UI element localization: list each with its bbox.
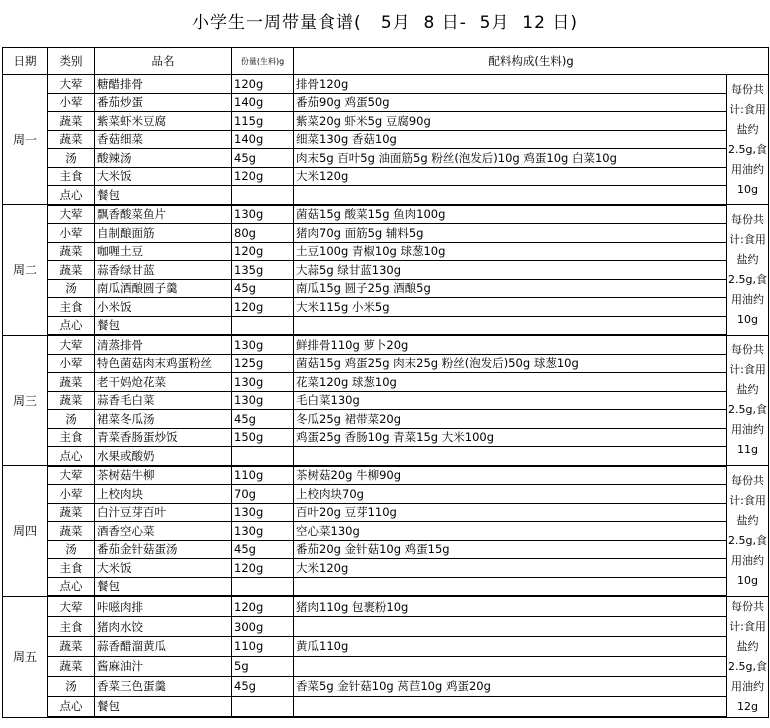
category-cell: 点心 xyxy=(48,696,95,717)
menu-body xyxy=(3,75,769,718)
category-cell: 蔬菜 xyxy=(48,503,95,522)
category-cell: 主食 xyxy=(48,167,95,186)
dish-cell: 猪肉水饺 xyxy=(95,617,232,637)
portion-cell: 130g xyxy=(232,503,294,522)
table-row xyxy=(3,428,769,447)
category-cell: 汤 xyxy=(48,149,95,168)
daily-note-cell: 每份共计:食用盐约2.5g,食用油约10g xyxy=(727,466,769,597)
ingredients-cell: 肉末5g 百叶5g 油面筋5g 粉丝(泡发后)10g 鸡蛋10g 白菜10g xyxy=(294,149,727,168)
ingredients-cell xyxy=(294,577,727,596)
category-cell: 大荤 xyxy=(48,596,95,617)
table-row xyxy=(3,637,769,657)
category-cell: 蔬菜 xyxy=(48,112,95,131)
header-ingredients: 配料构成(生料)g xyxy=(294,48,769,75)
ingredients-cell: 香菜5g 金针菇10g 莴苣10g 鸡蛋20g xyxy=(294,676,727,696)
category-cell: 小荤 xyxy=(48,354,95,373)
table-row xyxy=(3,112,769,131)
table-row xyxy=(3,577,769,596)
ingredients-cell: 紫菜20g 虾米5g 豆腐90g xyxy=(294,112,727,131)
dish-cell: 茶树菇牛柳 xyxy=(95,466,232,485)
dish-cell: 小米饭 xyxy=(95,298,232,317)
table-row xyxy=(3,93,769,112)
portion-cell: 135g xyxy=(232,261,294,280)
dish-cell: 大米饭 xyxy=(95,559,232,578)
portion-cell: 45g xyxy=(232,540,294,559)
dish-cell: 番茄金针菇蛋汤 xyxy=(95,540,232,559)
dish-cell: 餐包 xyxy=(95,577,232,596)
day-cell: 周三 xyxy=(3,335,48,466)
dish-cell: 特色菌菇肉末鸡蛋粉丝 xyxy=(95,354,232,373)
ingredients-cell: 猪肉70g 面筋5g 辅料5g xyxy=(294,224,727,243)
dish-cell: 大米饭 xyxy=(95,167,232,186)
category-cell: 点心 xyxy=(48,316,95,335)
ingredients-cell: 菌菇15g 酸菜15g 鱼肉100g xyxy=(294,205,727,224)
day-cell: 周四 xyxy=(3,466,48,597)
category-cell: 蔬菜 xyxy=(48,522,95,541)
category-cell: 点心 xyxy=(48,447,95,466)
portion-cell: 140g xyxy=(232,93,294,112)
dish-cell: 番茄炒蛋 xyxy=(95,93,232,112)
ingredients-cell: 大米120g xyxy=(294,167,727,186)
dish-cell: 餐包 xyxy=(95,186,232,205)
portion-cell: 140g xyxy=(232,130,294,149)
table-row xyxy=(3,242,769,261)
category-cell: 大荤 xyxy=(48,466,95,485)
ingredients-cell: 细菜130g 香菇10g xyxy=(294,130,727,149)
ingredients-cell: 冬瓜25g 裙带菜20g xyxy=(294,410,727,429)
category-cell: 主食 xyxy=(48,617,95,637)
table-row xyxy=(3,335,769,354)
table-row xyxy=(3,149,769,168)
ingredients-cell: 大米115g 小米5g xyxy=(294,298,727,317)
dish-cell: 香菜三色蛋羹 xyxy=(95,676,232,696)
portion-cell xyxy=(232,696,294,717)
portion-cell: 130g xyxy=(232,522,294,541)
ingredients-cell: 花菜120g 球葱10g xyxy=(294,373,727,392)
ingredients-cell: 土豆100g 青椒10g 球葱10g xyxy=(294,242,727,261)
dish-cell: 蒜香绿甘蓝 xyxy=(95,261,232,280)
table-row xyxy=(3,391,769,410)
ingredients-cell: 菌菇15g 鸡蛋25g 肉末25g 粉丝(泡发后)50g 球葱10g xyxy=(294,354,727,373)
dish-cell: 上校肉块 xyxy=(95,485,232,504)
portion-cell: 5g xyxy=(232,656,294,676)
table-row xyxy=(3,205,769,224)
dish-cell: 南瓜酒酿圆子羹 xyxy=(95,279,232,298)
table-row xyxy=(3,316,769,335)
day-cell: 周二 xyxy=(3,205,48,336)
portion-cell xyxy=(232,316,294,335)
table-row xyxy=(3,261,769,280)
dish-cell: 香菇细菜 xyxy=(95,130,232,149)
dish-cell: 水果或酸奶 xyxy=(95,447,232,466)
daily-note-cell: 每份共计:食用盐约2.5g,食用油约10g xyxy=(727,205,769,336)
category-cell: 蔬菜 xyxy=(48,261,95,280)
portion-cell: 120g xyxy=(232,242,294,261)
portion-cell: 120g xyxy=(232,75,294,94)
table-row xyxy=(3,485,769,504)
dish-cell: 自制酿面筋 xyxy=(95,224,232,243)
dish-cell: 酸辣汤 xyxy=(95,149,232,168)
portion-cell: 300g xyxy=(232,617,294,637)
table-row xyxy=(3,279,769,298)
portion-cell xyxy=(232,186,294,205)
table-row xyxy=(3,373,769,392)
daily-note-cell: 每份共计:食用盐约2.5g,食用油约11g xyxy=(727,335,769,466)
portion-cell: 150g xyxy=(232,428,294,447)
category-cell: 小荤 xyxy=(48,485,95,504)
dish-cell: 蒜香毛白菜 xyxy=(95,391,232,410)
portion-cell: 120g xyxy=(232,298,294,317)
portion-cell: 80g xyxy=(232,224,294,243)
category-cell: 蔬菜 xyxy=(48,130,95,149)
portion-cell xyxy=(232,577,294,596)
portion-cell: 130g xyxy=(232,335,294,354)
category-cell: 蔬菜 xyxy=(48,391,95,410)
table-row xyxy=(3,130,769,149)
portion-cell: 130g xyxy=(232,391,294,410)
portion-cell: 130g xyxy=(232,373,294,392)
dish-cell: 蒜香醋溜黄瓜 xyxy=(95,637,232,657)
table-row xyxy=(3,676,769,696)
category-cell: 汤 xyxy=(48,540,95,559)
category-cell: 点心 xyxy=(48,577,95,596)
table-row xyxy=(3,75,769,94)
portion-cell xyxy=(232,447,294,466)
ingredients-cell: 黄瓜110g xyxy=(294,637,727,657)
ingredients-cell: 猪肉110g 包裹粉10g xyxy=(294,596,727,617)
dish-cell: 餐包 xyxy=(95,316,232,335)
portion-cell: 120g xyxy=(232,167,294,186)
ingredients-cell xyxy=(294,316,727,335)
dish-cell: 老干妈炝花菜 xyxy=(95,373,232,392)
table-row xyxy=(3,596,769,617)
table-row xyxy=(3,447,769,466)
dish-cell: 餐包 xyxy=(95,696,232,717)
table-row xyxy=(3,559,769,578)
dish-cell: 青菜香肠蛋炒饭 xyxy=(95,428,232,447)
portion-cell: 45g xyxy=(232,279,294,298)
category-cell: 蔬菜 xyxy=(48,373,95,392)
portion-cell: 45g xyxy=(232,676,294,696)
table-row xyxy=(3,656,769,676)
table-row xyxy=(3,522,769,541)
header-dish: 品名 xyxy=(95,48,232,75)
category-cell: 大荤 xyxy=(48,205,95,224)
category-cell: 小荤 xyxy=(48,224,95,243)
portion-cell: 45g xyxy=(232,410,294,429)
table-row xyxy=(3,354,769,373)
table-row xyxy=(3,696,769,717)
ingredients-cell: 空心菜130g xyxy=(294,522,727,541)
table-row xyxy=(3,224,769,243)
ingredients-cell: 百叶20g 豆芽110g xyxy=(294,503,727,522)
ingredients-cell xyxy=(294,447,727,466)
ingredients-cell: 毛白菜130g xyxy=(294,391,727,410)
header-category: 类别 xyxy=(48,48,95,75)
ingredients-cell xyxy=(294,186,727,205)
dish-cell: 裙菜冬瓜汤 xyxy=(95,410,232,429)
portion-cell: 120g xyxy=(232,559,294,578)
category-cell: 小荤 xyxy=(48,93,95,112)
category-cell: 汤 xyxy=(48,279,95,298)
ingredients-cell: 鸡蛋25g 香肠10g 青菜15g 大米100g xyxy=(294,428,727,447)
ingredients-cell: 番茄90g 鸡蛋50g xyxy=(294,93,727,112)
dish-cell: 酒香空心菜 xyxy=(95,522,232,541)
portion-cell: 120g xyxy=(232,596,294,617)
portion-cell: 110g xyxy=(232,466,294,485)
table-row xyxy=(3,186,769,205)
ingredients-cell: 大米120g xyxy=(294,559,727,578)
dish-cell: 糖醋排骨 xyxy=(95,75,232,94)
portion-cell: 110g xyxy=(232,637,294,657)
ingredients-cell xyxy=(294,617,727,637)
page-title: 小学生一周带量食谱( 5月 8 日- 5月 12 日) xyxy=(192,13,578,33)
header-date: 日期 xyxy=(3,48,48,75)
portion-cell: 130g xyxy=(232,205,294,224)
daily-note-cell: 每份共计:食用盐约2.5g,食用油约10g xyxy=(727,75,769,205)
category-cell: 主食 xyxy=(48,428,95,447)
table-row xyxy=(3,617,769,637)
portion-cell: 115g xyxy=(232,112,294,131)
table-row xyxy=(3,410,769,429)
table-row xyxy=(3,503,769,522)
table-row xyxy=(3,540,769,559)
ingredients-cell: 上校肉块70g xyxy=(294,485,727,504)
dish-cell: 白汁豆芽百叶 xyxy=(95,503,232,522)
ingredients-cell: 茶树菇20g 牛柳90g xyxy=(294,466,727,485)
ingredients-cell: 排骨120g xyxy=(294,75,727,94)
daily-note-cell: 每份共计:食用盐约2.5g,食用油约12g xyxy=(727,596,769,717)
day-cell: 周五 xyxy=(3,596,48,717)
header-row xyxy=(3,48,769,75)
category-cell: 主食 xyxy=(48,298,95,317)
dish-cell: 清蒸排骨 xyxy=(95,335,232,354)
ingredients-cell xyxy=(294,656,727,676)
dish-cell: 紫菜虾米豆腐 xyxy=(95,112,232,131)
ingredients-cell: 鲜排骨110g 萝卜20g xyxy=(294,335,727,354)
table-row xyxy=(3,167,769,186)
ingredients-cell: 大蒜5g 绿甘蓝130g xyxy=(294,261,727,280)
ingredients-cell: 南瓜15g 圆子25g 酒酿5g xyxy=(294,279,727,298)
ingredients-cell: 番茄20g 金针菇10g 鸡蛋15g xyxy=(294,540,727,559)
dish-cell: 酱麻油汁 xyxy=(95,656,232,676)
category-cell: 蔬菜 xyxy=(48,656,95,676)
dish-cell: 咖喱土豆 xyxy=(95,242,232,261)
header-portion: 份量(生料)g xyxy=(232,48,294,75)
category-cell: 蔬菜 xyxy=(48,637,95,657)
category-cell: 大荤 xyxy=(48,75,95,94)
table-row xyxy=(3,466,769,485)
category-cell: 汤 xyxy=(48,676,95,696)
category-cell: 主食 xyxy=(48,559,95,578)
category-cell: 大荤 xyxy=(48,335,95,354)
menu-table xyxy=(2,47,769,718)
day-cell: 周一 xyxy=(3,75,48,205)
portion-cell: 45g xyxy=(232,149,294,168)
portion-cell: 70g xyxy=(232,485,294,504)
category-cell: 汤 xyxy=(48,410,95,429)
dish-cell: 飘香酸菜鱼片 xyxy=(95,205,232,224)
category-cell: 蔬菜 xyxy=(48,242,95,261)
table-row xyxy=(3,298,769,317)
dish-cell: 咔嗞肉排 xyxy=(95,596,232,617)
category-cell: 点心 xyxy=(48,186,95,205)
portion-cell: 125g xyxy=(232,354,294,373)
ingredients-cell xyxy=(294,696,727,717)
